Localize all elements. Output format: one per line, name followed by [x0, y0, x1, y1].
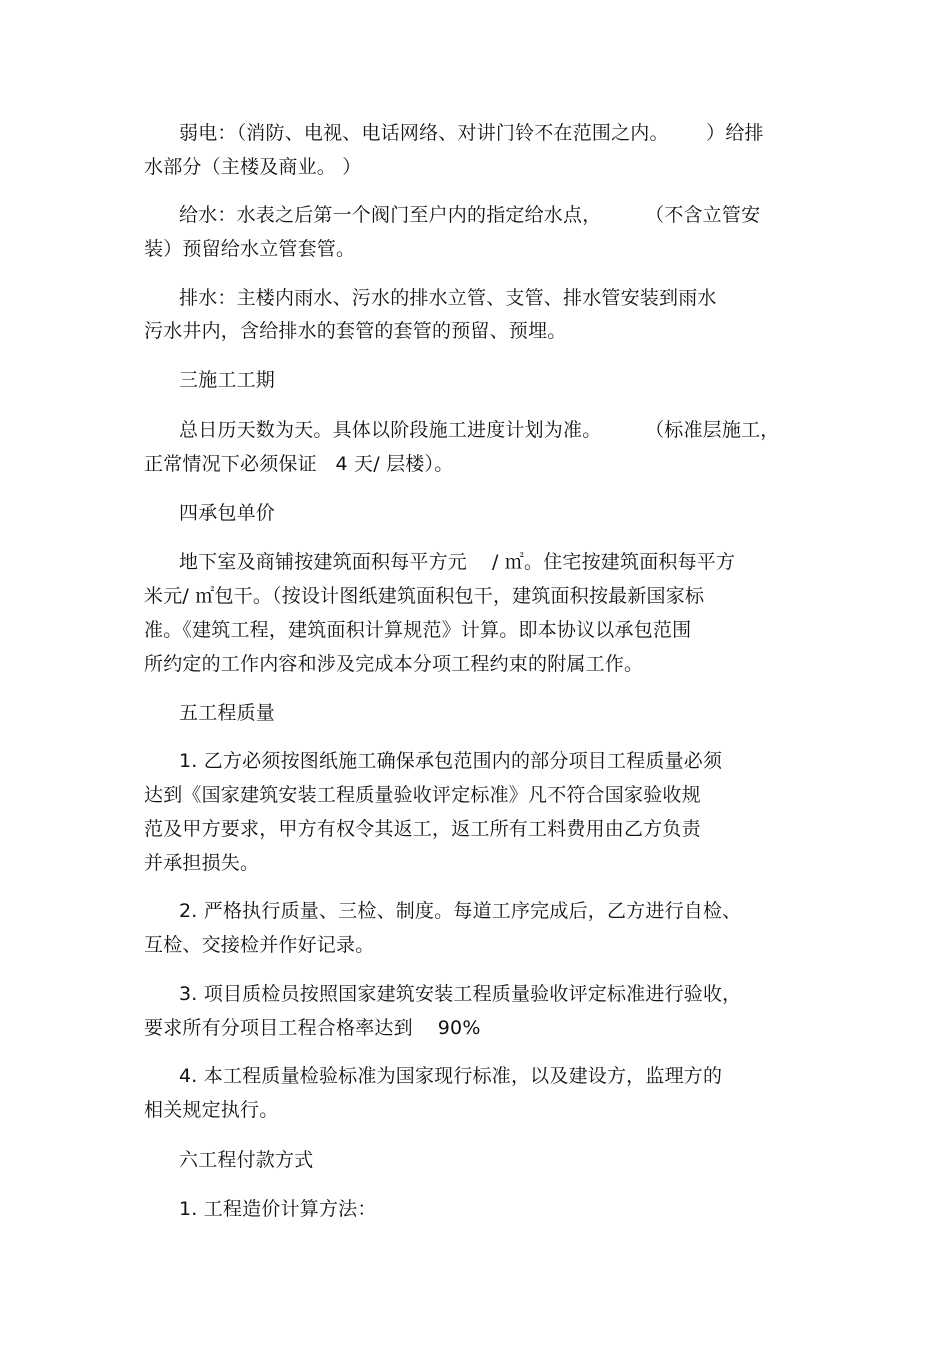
- text-line: 准。《建筑工程，建筑面积计算规范》计算。即本协议以承包范围: [144, 619, 692, 641]
- text-line: 2. 严格执行质量、三检、制度。每道工序完成后，乙方进行自检、: [179, 900, 742, 922]
- section-heading: 六工程付款方式: [179, 1149, 314, 1171]
- text-line: 1. 工程造价计算方法：: [179, 1198, 377, 1220]
- text-line: 米元/ ㎡包干。（按设计图纸建筑面积包干，建筑面积按最新国家标: [144, 585, 705, 607]
- text-line: 所约定的工作内容和涉及完成本分项工程约束的附属工作。: [144, 653, 644, 675]
- section-heading: 三施工工期: [179, 369, 276, 391]
- text-line: 装）预留给水立管套管。: [144, 238, 356, 260]
- text-line: 1. 乙方必须按图纸施工确保承包范围内的部分项目工程质量必须: [179, 750, 723, 772]
- text-line: 水部分（主楼及商业。 ）: [144, 156, 362, 178]
- text-line: 3. 项目质检员按照国家建筑安装工程质量验收评定标准进行验收，: [179, 983, 742, 1005]
- text-line: 范及甲方要求，甲方有权令其返工，返工所有工料费用由乙方负责: [144, 818, 701, 840]
- text-line: 正常情况下必须保证 4 天/ 层楼）。: [144, 453, 454, 475]
- text-line: 4. 本工程质量检验标准为国家现行标准，以及建设方，监理方的: [179, 1065, 723, 1087]
- text-line: 给水：水表之后第一个阀门至户内的指定给水点， （不含立管安: [179, 204, 761, 226]
- text-line: 弱电：（消防、电视、电话网络、对讲门铃不在范围之内。 ）给排: [179, 122, 764, 144]
- text-line: 地下室及商铺按建筑面积每平方元 / ㎡。住宅按建筑面积每平方: [179, 551, 736, 573]
- section-heading: 四承包单价: [179, 502, 276, 524]
- text-line: 要求所有分项目工程合格率达到 90%: [144, 1017, 481, 1039]
- text-line: 排水：主楼内雨水、污水的排水立管、支管、排水管安装到雨水: [179, 287, 717, 309]
- section-heading: 五工程质量: [179, 702, 276, 724]
- text-line: 达到《国家建筑安装工程质量验收评定标准》凡不符合国家验收规: [144, 784, 701, 806]
- text-line: 相关规定执行。: [144, 1099, 279, 1121]
- text-line: 并承担损失。: [144, 852, 260, 874]
- text-line: 总日历天数为天。具体以阶段施工进度计划为准。 （标准层施工，: [179, 419, 780, 441]
- text-line: 互检、交接检并作好记录。: [144, 934, 375, 956]
- text-line: 污水井内，含给排水的套管的套管的预留、预埋。: [144, 320, 567, 342]
